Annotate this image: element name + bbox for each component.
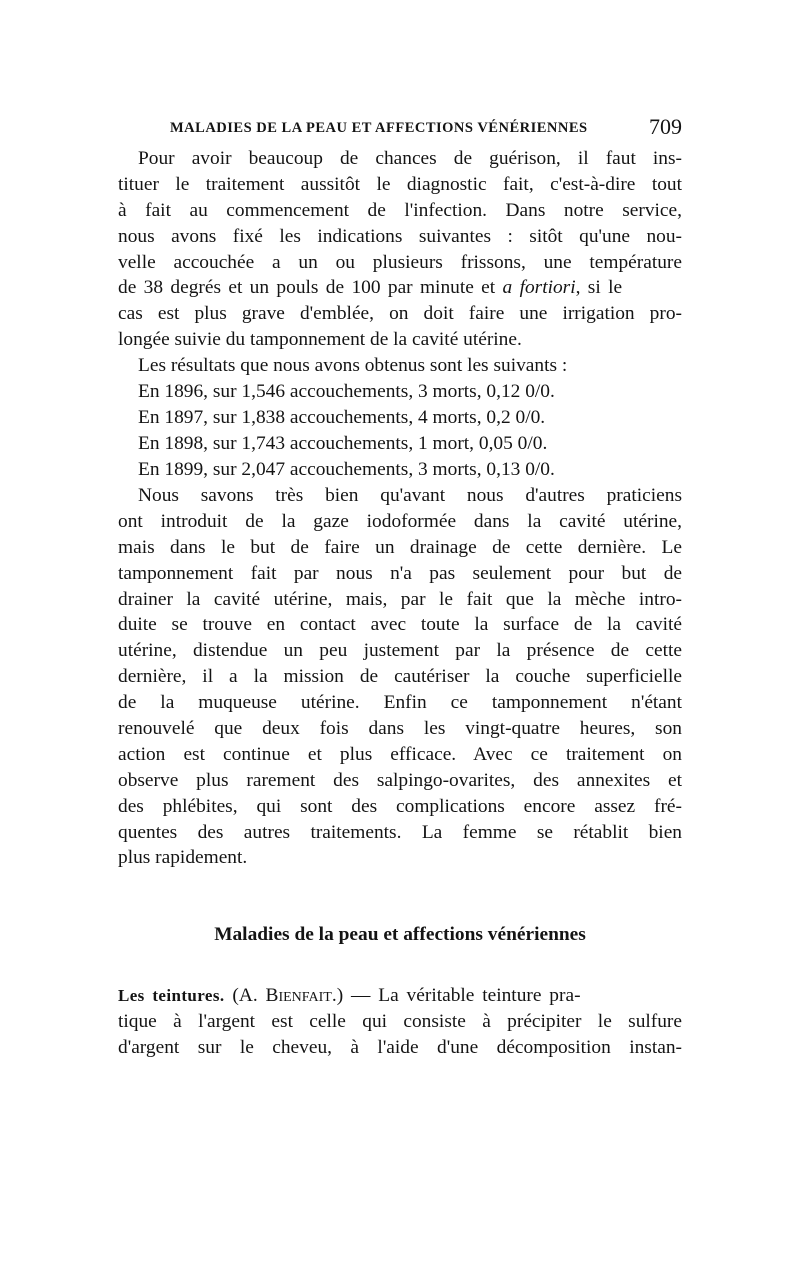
text-line: de la muqueuse utérine. Enfin ce tamponnement n'étant [118, 692, 682, 714]
results-row-1899: En 1899, sur 2,047 accouchements, 3 morts, 0,13 0/0. [138, 458, 555, 480]
text-line: à fait au commencement de l'infection. Dans notre service, [118, 199, 682, 221]
text-line: renouvelé que deux fois dans les vingt-quatre heures, son [118, 718, 682, 740]
text-line: duite se trouve en contact avec toute la surface de la cavité [118, 614, 682, 636]
text-line: nous avons fixé les indications suivantes : sitôt qu'une nou- [118, 225, 682, 247]
section-heading: Maladies de la peau et affections vénériennes [214, 924, 586, 945]
text-line: utérine, distendue un peu justement par la présence de cette [118, 640, 682, 662]
author-name: Bienfait [265, 985, 332, 1006]
author-open: (A. [232, 985, 266, 1006]
text-line: cas est plus grave d'emblée, on doit faire une irrigation pro- [118, 303, 682, 325]
text-segment: , si le [575, 277, 623, 299]
page-number: 709 [649, 114, 682, 139]
results-row-1898: En 1898, sur 1,743 accouchements, 1 mort, 0,05 0/0. [138, 432, 548, 454]
italic-phrase: a fortiori [502, 277, 576, 299]
text-line [118, 983, 682, 1009]
text-line: plus rapidement. [118, 847, 248, 869]
text-line: longée suivie du tamponnement de la cavité utérine. [118, 329, 522, 351]
results-intro: Les résultats que nous avons obtenus sont les suivants : [138, 355, 568, 377]
text-line: tamponnement fait par nous n'a pas seulement pour but de [118, 562, 682, 584]
text-line: drainer la cavité utérine, mais, par le fait que la mèche intro- [118, 588, 682, 610]
text-line: velle accouchée a un ou plusieurs frissons, une température [118, 251, 682, 273]
text-line: mais dans le but de faire un drainage de cette dernière. Le [118, 536, 682, 558]
results-row-1897: En 1897, sur 1,838 accouchements, 4 morts, 0,2 0/0. [138, 406, 546, 428]
text-line: Nous savons très bien qu'avant nous d'autres praticiens [138, 485, 682, 506]
text-line: ont introduit de la gaze iodoformée dans la cavité utérine, [118, 510, 682, 532]
running-title: MALADIES DE LA PEAU ET AFFECTIONS VÉNÉRIENNES [170, 120, 588, 136]
paragraph-treatment [118, 146, 682, 483]
text-line: tique à l'argent est celle qui consiste à précipiter le sulfure [118, 1010, 682, 1032]
text-line: des phlébites, qui sont des complications encore assez fré- [118, 795, 682, 817]
text-segment: — La véritable teinture pra- [343, 985, 581, 1006]
text-line: d'argent sur le cheveu, à l'aide d'une décomposition instan- [118, 1036, 682, 1058]
paragraph-teintures [118, 983, 682, 1061]
run-in-title: Les teintures. [118, 986, 225, 1005]
text-line: action est continue et plus efficace. Avec ce traitement on [118, 743, 682, 765]
author-close: .) [331, 985, 344, 1006]
text-segment: de 38 degrés et un pouls de 100 par minute et [118, 277, 503, 299]
running-head [170, 114, 682, 144]
text-line [118, 275, 682, 301]
text-line: dernière, il a la mission de cautériser la couche superficielle [118, 666, 682, 688]
text-line: tituer le traitement aussitôt le diagnostic fait, c'est-à-dire tout [118, 173, 682, 195]
text-line: quentes des autres traitements. La femme se rétablit bien [118, 821, 682, 843]
paragraph-tamponnement [118, 483, 682, 871]
text-line: Pour avoir beaucoup de chances de guérison, il faut ins- [138, 148, 682, 169]
results-row-1896: En 1896, sur 1,546 accouchements, 3 morts, 0,12 0/0. [138, 381, 555, 403]
text-line: observe plus rarement des salpingo-ovarites, des annexites et [118, 769, 682, 791]
